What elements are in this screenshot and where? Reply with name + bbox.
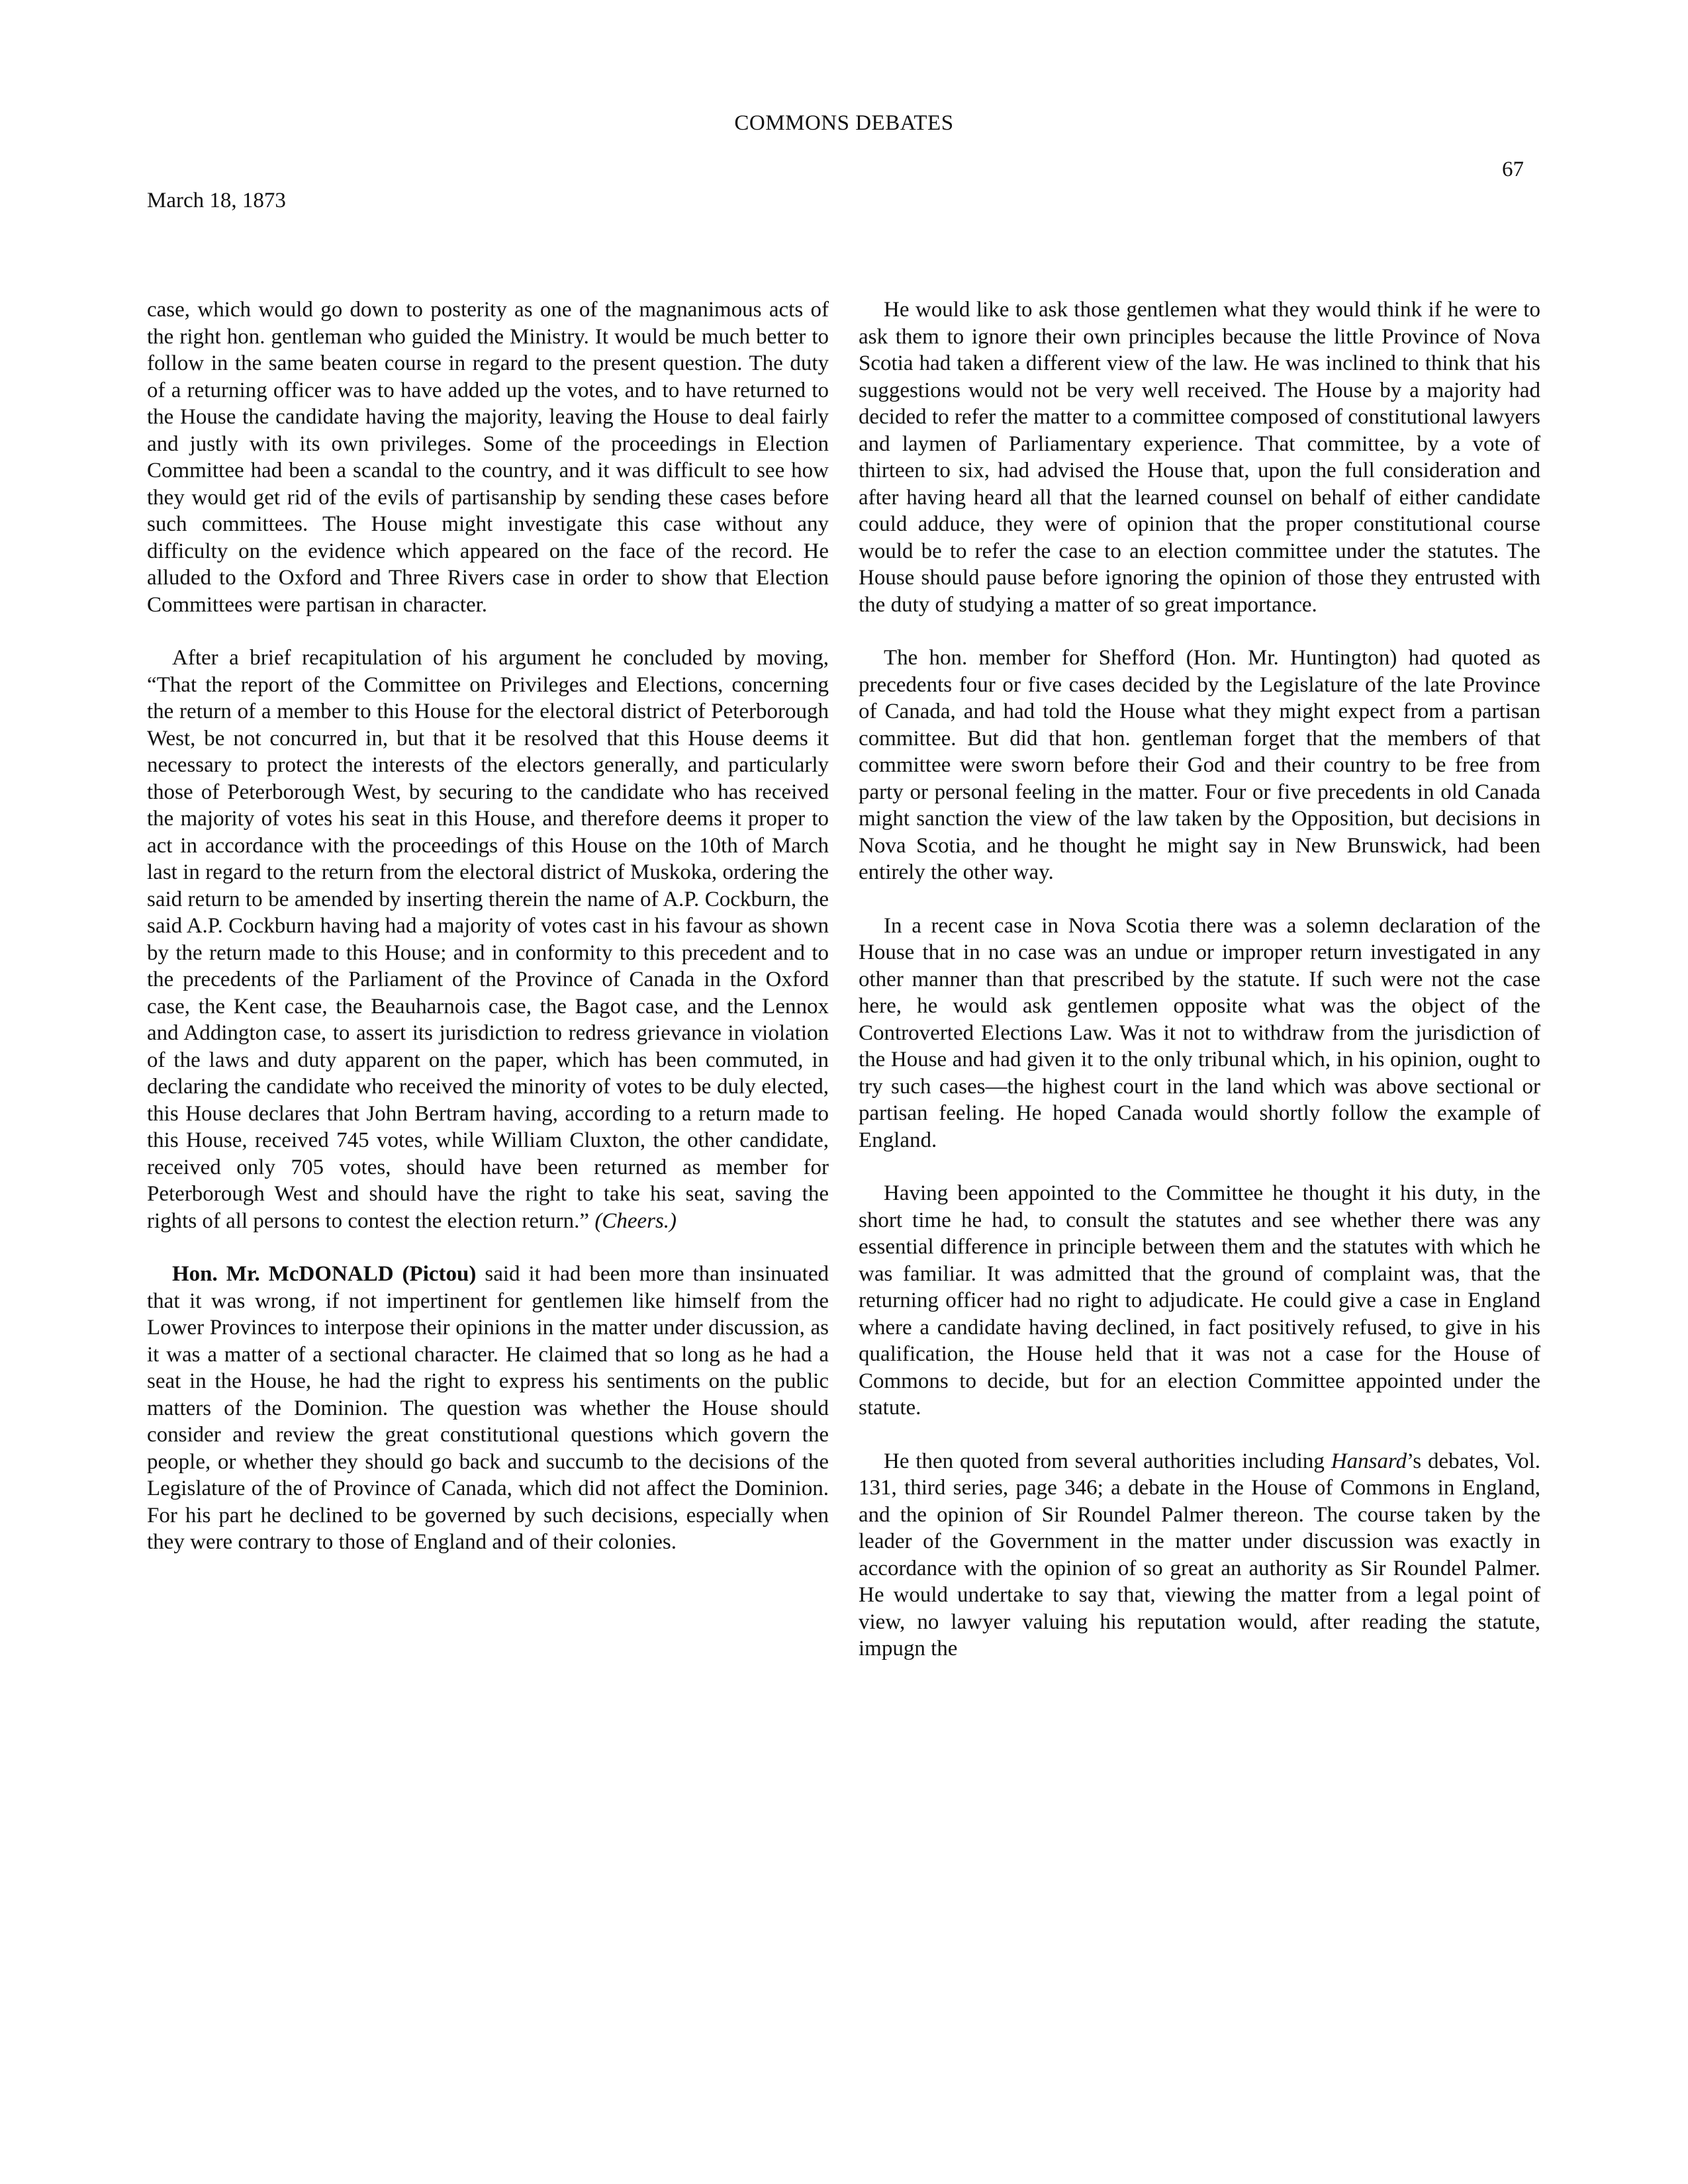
paragraph: He would like to ask those gentlemen what they would think if he were to ask them to ignore their own principles because the little Province of Nova Scotia had taken a different view of the law. He was inclined to think that his suggestions would not be very well received. The House by a majority had decided to refer the matter to a committee composed of constitutional lawyers and laymen of Parliamentary experience. That committee, by a vote of thirteen to six, had advised the House that, upon the full consideration and after having heard all that the learned counsel on behalf of either candidate could adduce, they were of opinion that the proper constitutional course would be to refer the case to an election committee under the statutes. The House should pause before ignoring the opinion of those they entrusted with the duty of studying a matter of so great importance.	[859, 298, 1540, 617]
page-number: 67	[1502, 158, 1524, 181]
speech-text: said it had been more than insinuated that it was wrong, if not impertinent for gentlemen like himself from the Lower Provinces to interpose their opinions in the matter under discussion, as it was a matter of a sectional character. He claimed that so long as he had a seat in the House, he had the right to express his sentiments on the public matters of the Dominion. The question was whether the House should consider and review the great constitutional questions which govern the people, or whether they should go back and succumb to the decisions of the Legislature of the of Province of Canada, which did not affect the Dominion. For his part he declined to be governed by such decisions, especially when they were contrary to those of England and of their colonies.	[147, 1262, 829, 1554]
paragraph-speech	[147, 1261, 829, 1556]
paragraph: case, which would go down to posterity as one of the magnanimous acts of the right hon. gentleman who guided the Ministry. It would be much better to follow in the same beaten course in regard to the present question. The duty of a returning officer was to have added up the votes, and to have returned to the House the candidate having the majority, leaving the House to deal fairly and justly with its own privileges. Some of the proceedings in Election Committee had been a scandal to the country, and it was difficult to see how they would get rid of the evils of partisanship by sending these cases before such committees. The House might investigate this case without any difficulty on the evidence which appeared on the face of the record. He alluded to the Oxford and Three Rivers case in order to show that Election Committees were partisan in character.	[147, 298, 829, 617]
publication-title: COMMONS DEBATES	[734, 111, 954, 135]
authorities-text-start: He then quoted from several authorities including	[884, 1449, 1325, 1473]
right-column	[859, 296, 1540, 1689]
hansard-title: Hansard	[1331, 1449, 1407, 1473]
speaker-name: Hon. Mr. McDONALD (Pictou)	[172, 1262, 477, 1286]
paragraph-authorities	[859, 1448, 1540, 1662]
paragraph: Having been appointed to the Committee he thought it his duty, in the short time he had, to consult the statutes and see whether there was any essential difference in principle between them and the statutes with which he was familiar. It was admitted that the ground of complaint was, that the returning officer had no right to adjudicate. He could give a case in England where a candidate having declined, in fact positively refused, to give in his qualification, the House held that it was not a case for the House of Commons to decide, but for an election Committee appointed under the statute.	[859, 1181, 1540, 1420]
paragraph-motion	[147, 645, 829, 1234]
left-column	[147, 296, 829, 1582]
motion-text: After a brief recapitulation of his argument he concluded by moving, “That the report of the Committee on Privileges and Elections, concerning the return of a member to this House for the electoral district of Peterborough West, be not concurred in, but that it be resolved that this House deems it necessary to protect the interests of the electors generally, and particularly those of Peterborough West, by securing to the candidate who has received the majority of votes his seat in this House, and therefore deems it proper to act in accordance with the proceedings of this House on the 10th of March last in regard to the return from the electoral district of Muskoka, ordering the said return to be amended by inserting therein the name of A.P. Cockburn, the said A.P. Cockburn having had a majority of votes cast in his favour as shown by the return made to this House; and in conformity to this precedent and to the precedents of the Parliament of the Province of Canada in the Oxford case, the Kent case, the Beauharnois case, the Bagot case, and the Lennox and Addington case, to assert its jurisdiction to redress grievance in violation of the laws and duty apparent on the paper, which has been commuted, in declaring the candidate who received the minority of votes to be duly elected, this House declares that John Bertram having, according to a return made to this House, received 745 votes, while William Cluxton, the other candidate, received only 705 votes, should have been returned as member for Peterborough West and should have the right to take his seat, saving the rights of all persons to contest the election return.”	[147, 646, 829, 1233]
paragraph: In a recent case in Nova Scotia there was a solemn declaration of the House that in no case was an undue or improper return investigated in any other manner than that prescribed by the statute. If such were not the case here, he would ask gentlemen opposite what was the object of the Controverted Elections Law. Was it not to withdraw from the jurisdiction of the House and had given it to the only tribunal which, in his opinion, ought to try such cases—the highest court in the land which was above sectional or partisan feeling. He hoped Canada would shortly follow the example of England.	[859, 913, 1540, 1152]
cheers-note: (Cheers.)	[594, 1208, 677, 1233]
debate-date: March 18, 1873	[147, 189, 286, 212]
authorities-text-end: ’s debates, Vol. 131, third series, page 346; a debate in the House of Commons in England, and the opinion of Sir Roundel Palmer thereon. The course taken by the leader of the Government in the matter under discussion was exactly in accordance with the opinion of so great an authority as Sir Roundel Palmer. He would undertake to say that, viewing the matter from a legal point of view, no lawyer valuing his reputation would, after reading the statute, impugn the	[859, 1449, 1540, 1661]
paragraph: The hon. member for Shefford (Hon. Mr. Huntington) had quoted as precedents four or five cases decided by the Legislature of the late Province of Canada, and had told the House what they might expect from a partisan committee. But did that hon. gentleman forget that the members of that committee were sworn before their God and their country to be free from party or personal feeling in the matter. Four or five precedents in old Canada might sanction the view of the law taken by the Opposition, but decisions in Nova Scotia, and he thought he might say in New Brunswick, had been entirely the other way.	[859, 646, 1540, 884]
